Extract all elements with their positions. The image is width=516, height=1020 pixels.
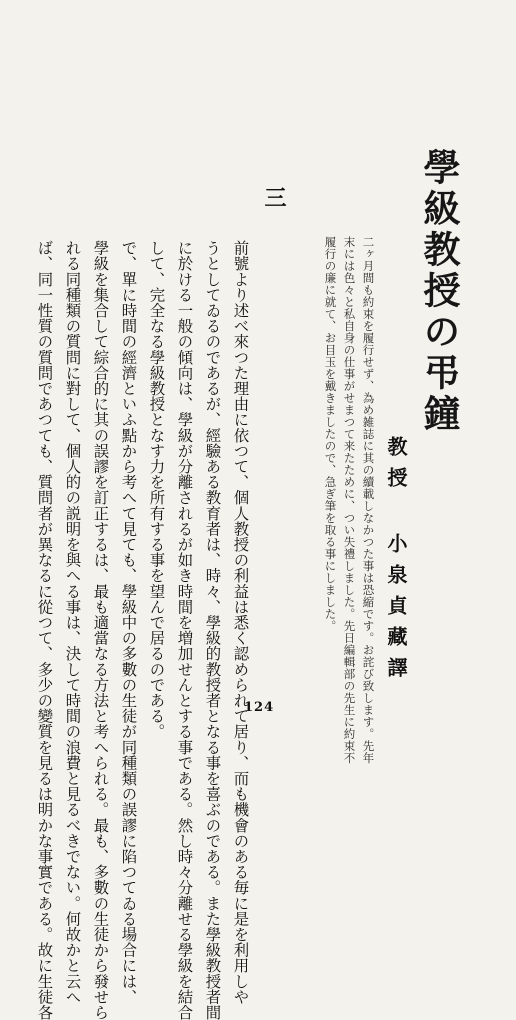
body-line-5: で、單に時間の經濟といふ點から考へて見ても、學級中の多數の生徒が同種類の誤謬に陷つてゐる場合には、 <box>119 240 138 1005</box>
body-line-6: 學級を集合して綜合的に其の誤謬を訂正するは、最も適當なる方法と考へられる。最も、多數の生徒から發せら <box>91 240 110 1020</box>
translator-note-line-3: 履行の廉に就て、お目玉を戴きましたので、急ぎ筆を取る事にしました。 <box>323 236 338 632</box>
author-byline: 教授 小泉貞藏譯 <box>384 436 408 688</box>
body-line-1: 前號より述べ來つた理由に依つて、個人教授の利益は悉く認められて居り、而も機會のある毎に是を利用しや <box>231 240 250 1005</box>
translator-note-line-1: 二ヶ月間も約束を履行せず、為め雑誌に其の續載しなかつた事は恐縮です。お詫び致します。先年 <box>361 236 376 764</box>
body-line-8: ば、同一性質の質問であつても、質問者が異なるに從つて、多少の變質を見るは明かな事實である。故に生徒各 <box>35 240 54 1020</box>
body-line-2: うとしてゐるのであるが、經驗ある教育者は、時々、學級的教授者となる事を喜ぶのである。また學級教授者間 <box>203 240 222 1020</box>
translator-note-line-2: 末には色々と私自身の仕事がせまつて来たために、つい失禮しました。先日編輯部の先生に約束不 <box>342 236 357 764</box>
page-number: 124 <box>244 700 275 715</box>
article-title: 學級教授の弔鐘 <box>417 148 461 435</box>
body-line-3: に於ける一般の傾向は、學級が分離されるが如き時間を増加せんとする事である。然し時々分離せる學級を結合 <box>175 240 194 1020</box>
body-line-4: して、完全なる學級教授となす力を所有する事を望んで居るのである。 <box>147 240 166 740</box>
body-line-7: れる同種類の質問に對して、個人的の説明を與へる事は、決して時間の浪費と見るべきでない。何故かと云へ <box>63 240 82 1005</box>
section-number: 三 <box>261 186 287 208</box>
